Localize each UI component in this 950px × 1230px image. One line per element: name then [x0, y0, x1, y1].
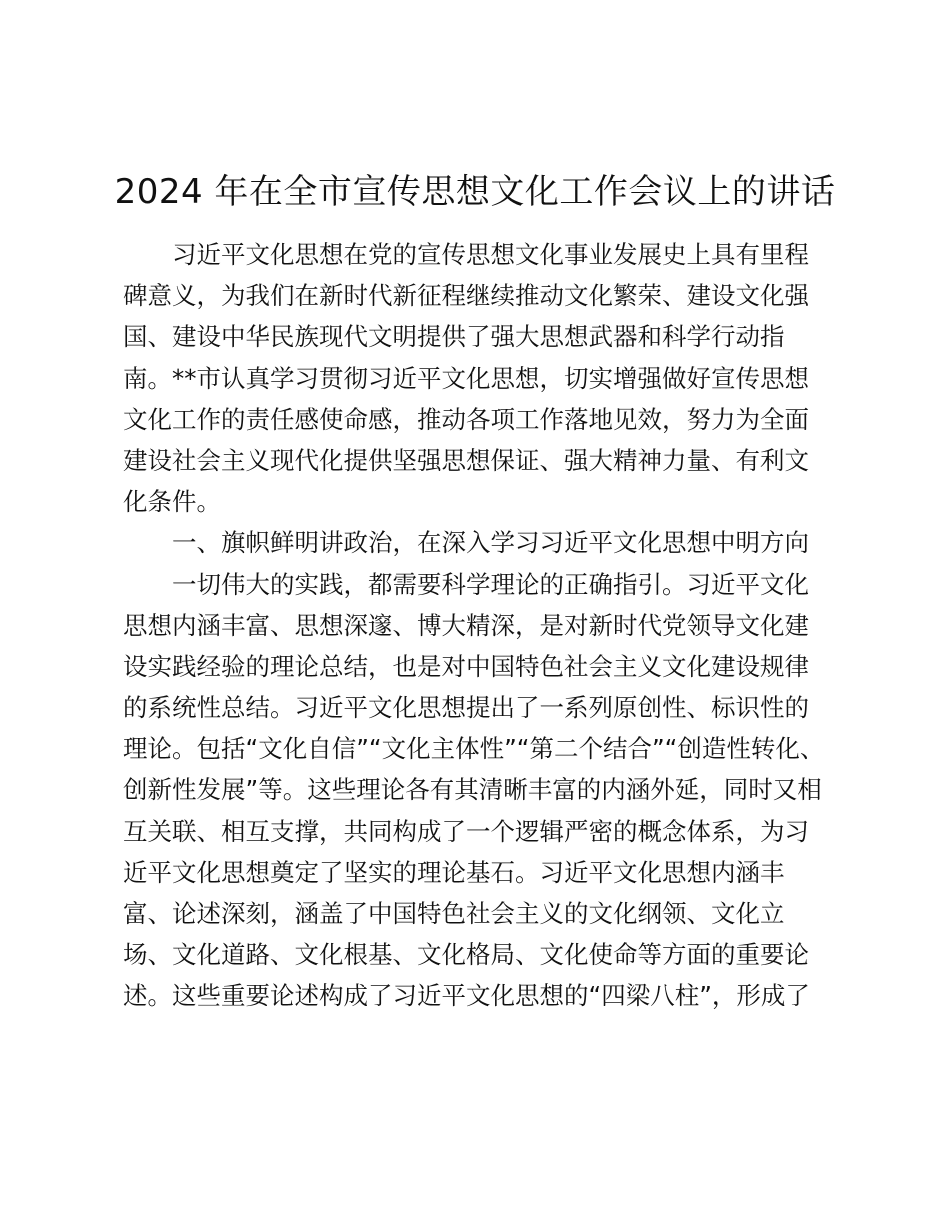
paragraph-2-line-9: 富、论述深刻，涵盖了中国特色社会主义的文化纲领、文化立	[123, 899, 785, 928]
paragraph-1-line-4: 南。**市认真学习贯彻习近平文化思想，切实增强做好宣传思想	[123, 363, 809, 393]
paragraph-2-line-3: 设实践经验的理论总结，也是对中国特色社会主义文化建设规律	[123, 651, 809, 681]
paragraph-1-line-7: 化条件。	[123, 487, 221, 517]
paragraph-1-line-2: 碑意义，为我们在新时代新征程继续推动文化繁荣、建设文化强	[123, 281, 809, 311]
document-title: 2024 年在全市宣传思想文化工作会议上的讲话	[114, 172, 836, 212]
section-heading-1: 一、旗帜鲜明讲政治，在深入学习习近平文化思想中明方向	[172, 528, 809, 558]
paragraph-1-line-3: 国、建设中华民族现代文明提供了强大思想武器和科学行动指	[123, 322, 785, 352]
paragraph-2-line-8: 近平文化思想奠定了坚实的理论基石。习近平文化思想内涵丰	[123, 857, 785, 887]
paragraph-1-line-1: 习近平文化思想在党的宣传思想文化事业发展史上具有里程	[172, 240, 809, 269]
paragraph-2-line-10: 场、文化道路、文化根基、文化格局、文化使命等方面的重要论	[123, 940, 809, 970]
paragraph-2-line-2: 思想内涵丰富、思想深邃、博大精深，是对新时代党领导文化建	[123, 610, 809, 640]
paragraph-1-line-6: 建设社会主义现代化提供坚强思想保证、强大精神力量、有利文	[123, 445, 809, 475]
paragraph-2-line-11: 述。这些重要论述构成了习近平文化思想的“四梁八柱”，形成了	[123, 981, 810, 1011]
document-body	[123, 234, 833, 1017]
paragraph-2-line-1: 一切伟大的实践，都需要科学理论的正确指引。习近平文化	[172, 569, 809, 599]
paragraph-2-line-7: 互关联、相互支撑，共同构成了一个逻辑严密的概念体系，为习	[123, 816, 809, 846]
paragraph-2-line-6: 创新性发展”等。这些理论各有其清晰丰富的内涵外延，同时又相	[123, 775, 822, 805]
paragraph-2-line-5: 理论。包括“文化自信”“文化主体性”“第二个结合”“创造性转化、	[123, 734, 825, 764]
paragraph-2-line-4: 的系统性总结。习近平文化思想提出了一系列原创性、标识性的	[123, 693, 809, 723]
paragraph-1-line-5: 文化工作的责任感使命感，推动各项工作落地见效，努力为全面	[123, 404, 809, 434]
